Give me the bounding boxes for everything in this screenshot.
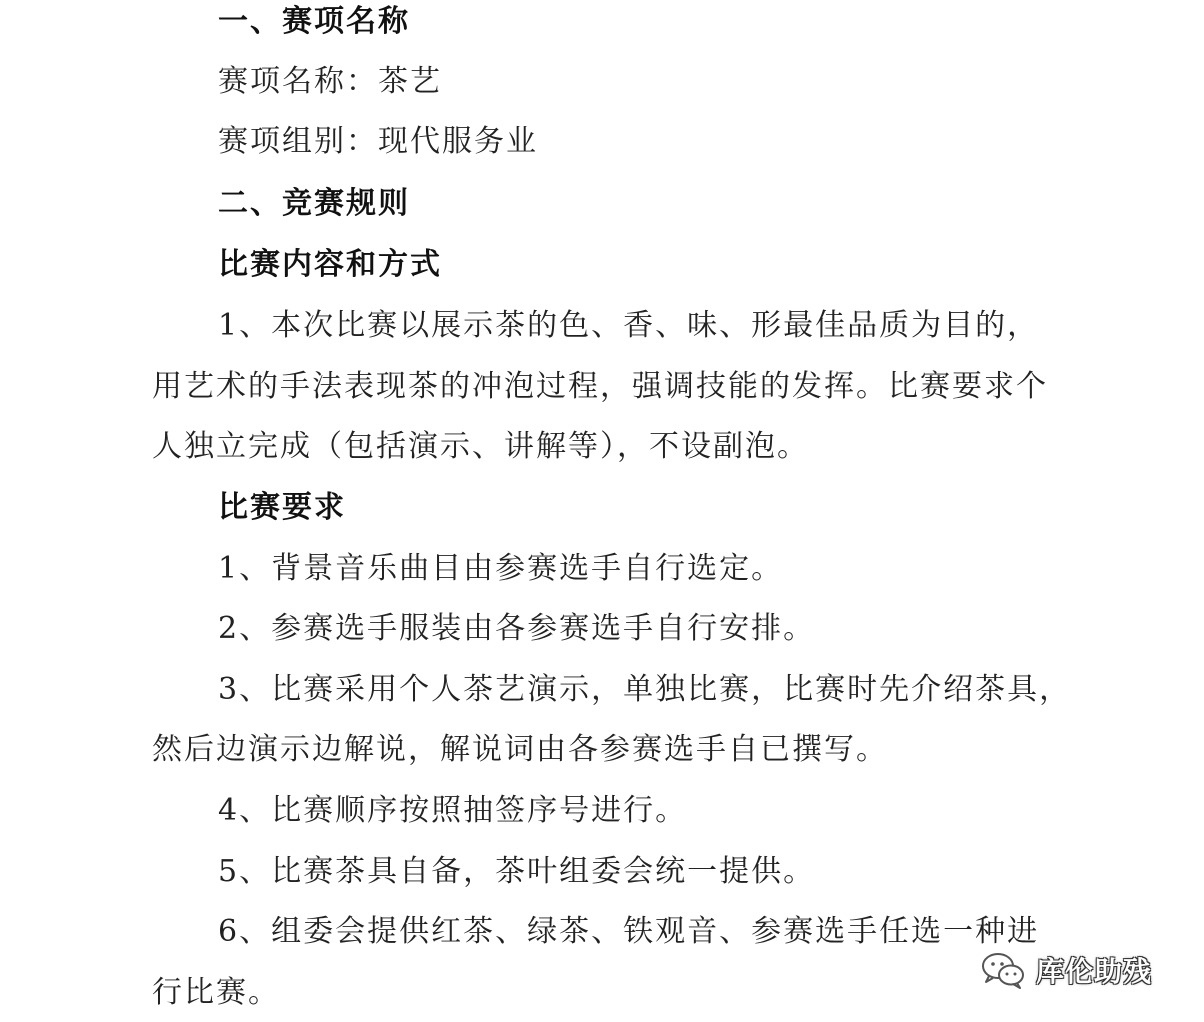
requirements-heading: 比赛要求	[218, 490, 346, 525]
content-heading: 比赛内容和方式	[218, 247, 442, 282]
section-2-heading: 二、竞赛规则	[218, 186, 410, 221]
requirement-5: 5、比赛茶具自备，茶叶组委会统一提供。	[218, 854, 816, 889]
requirement-3-line-2: 然后边演示边解说，解说词由各参赛选手自已撰写。	[152, 732, 888, 767]
requirement-2: 2、参赛选手服装由各参赛选手自行安排。	[218, 611, 816, 646]
requirement-4: 4、比赛顺序按照抽签序号进行。	[218, 793, 688, 828]
content-paragraph-line-3: 人独立完成（包括演示、讲解等），不设副泡。	[152, 429, 809, 464]
event-name-line: 赛项名称：茶艺	[218, 64, 442, 99]
requirement-3-line-1: 3、比赛采用个人茶艺演示，单独比赛，比赛时先介绍茶具，	[218, 672, 1072, 707]
wechat-icon	[980, 950, 1026, 990]
content-paragraph-line-1: 1、本次比赛以展示茶的色、香、味、形最佳品质为目的，	[218, 308, 1040, 343]
watermark-text: 库伦助残	[1036, 955, 1153, 988]
watermark	[980, 948, 1152, 992]
requirement-6-line-2: 行比赛。	[152, 975, 280, 1010]
content-paragraph-line-2: 用艺术的手法表现茶的冲泡过程，强调技能的发挥。比赛要求个	[152, 369, 1048, 404]
section-1-heading: 一、赛项名称	[218, 4, 410, 39]
event-group-line: 赛项组别：现代服务业	[218, 124, 538, 159]
requirement-1: 1、背景音乐曲目由参赛选手自行选定。	[218, 551, 784, 586]
requirement-6-line-1: 6、组委会提供红茶、绿茶、铁观音、参赛选手任选一种进	[218, 914, 1040, 949]
